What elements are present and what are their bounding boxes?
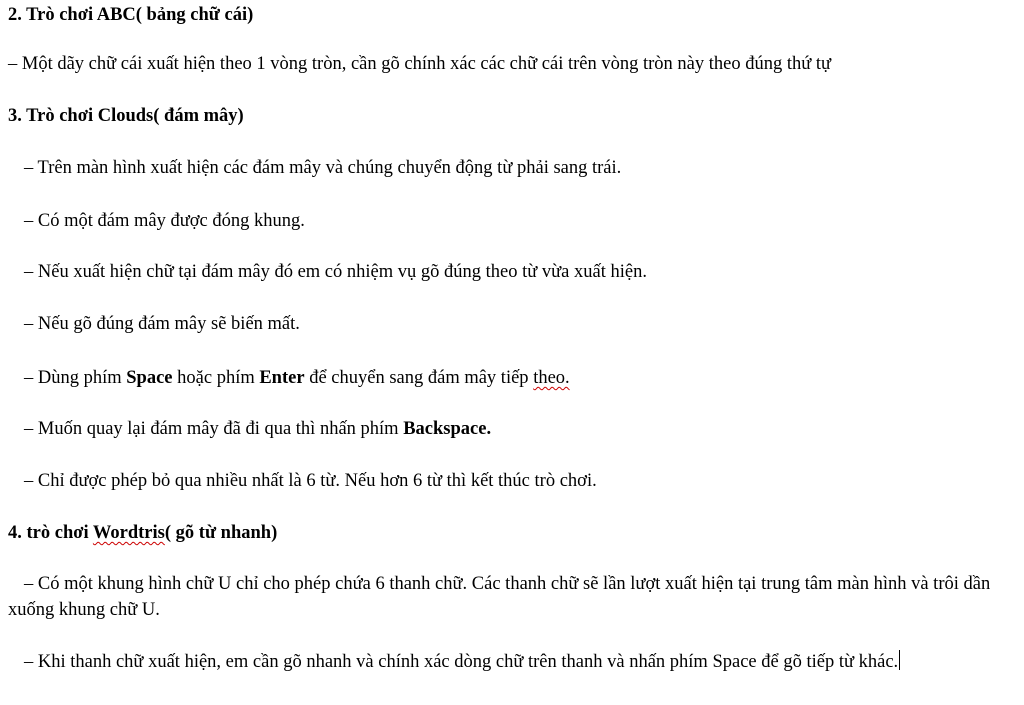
section-4-paragraph-2: [8, 649, 1020, 675]
misspelled-word-wordtris[interactable]: Wordtris: [92, 523, 165, 543]
section-4-heading-text-2: ( gõ từ nhanh): [164, 523, 278, 543]
section-3-line-1: – Trên màn hình xuất hiện các đám mây và chúng chuyển động từ phải sang trái.: [24, 158, 622, 178]
section-4-heading: [8, 520, 277, 546]
section-3-line-7: – Chỉ được phép bỏ qua nhiều nhất là 6 từ. Nếu hơn 6 từ thì kết thúc trò chơi.: [24, 471, 597, 491]
misspelled-word-theo[interactable]: theo.: [533, 368, 570, 388]
backspace-key-label: Backspace.: [403, 419, 492, 439]
section-4-paragraph-1: – Có một khung hình chữ U chỉ cho phép chứa 6 thanh chữ. Các thanh chữ sẽ lần lượt xuất hiện tại trung tâm màn hình và trôi dần xuống khung chữ U.: [8, 574, 991, 620]
section-3-line-3: – Nếu xuất hiện chữ tại đám mây đó em có nhiệm vụ gõ đúng theo từ vừa xuất hiện.: [24, 262, 647, 282]
line-6-text: – Muốn quay lại đám mây đã đi qua thì nhấn phím: [24, 419, 404, 439]
section-4-paragraph-2-text: – Khi thanh chữ xuất hiện, em cần gõ nhanh và chính xác dòng chữ trên thanh và nhấn phím Space để gõ tiếp từ khác.: [24, 652, 899, 672]
space-key-label: Space: [126, 368, 173, 388]
section-3-line-2: – Có một đám mây được đóng khung.: [24, 211, 305, 231]
section-3-line-5: [8, 365, 570, 391]
section-3-line-6: [8, 416, 491, 442]
section-3-heading: 3. Trò chơi Clouds( đám mây): [8, 106, 244, 126]
line-5-text-3: để chuyển sang đám mây tiếp: [304, 368, 534, 388]
section-4-heading-text-1: 4. trò chơi: [8, 523, 93, 543]
text-cursor: [899, 650, 900, 670]
line-5-text-2: hoặc phím: [172, 368, 260, 388]
section-3-line-4: – Nếu gõ đúng đám mây sẽ biến mất.: [24, 314, 300, 334]
section-2-heading: 2. Trò chơi ABC( bảng chữ cái): [8, 5, 254, 25]
line-5-text-1: – Dùng phím: [24, 368, 127, 388]
section-2-line-1: – Một dãy chữ cái xuất hiện theo 1 vòng tròn, cần gõ chính xác các chữ cái trên vòng tròn này theo đúng thứ tự: [8, 54, 832, 74]
enter-key-label: Enter: [259, 368, 305, 388]
